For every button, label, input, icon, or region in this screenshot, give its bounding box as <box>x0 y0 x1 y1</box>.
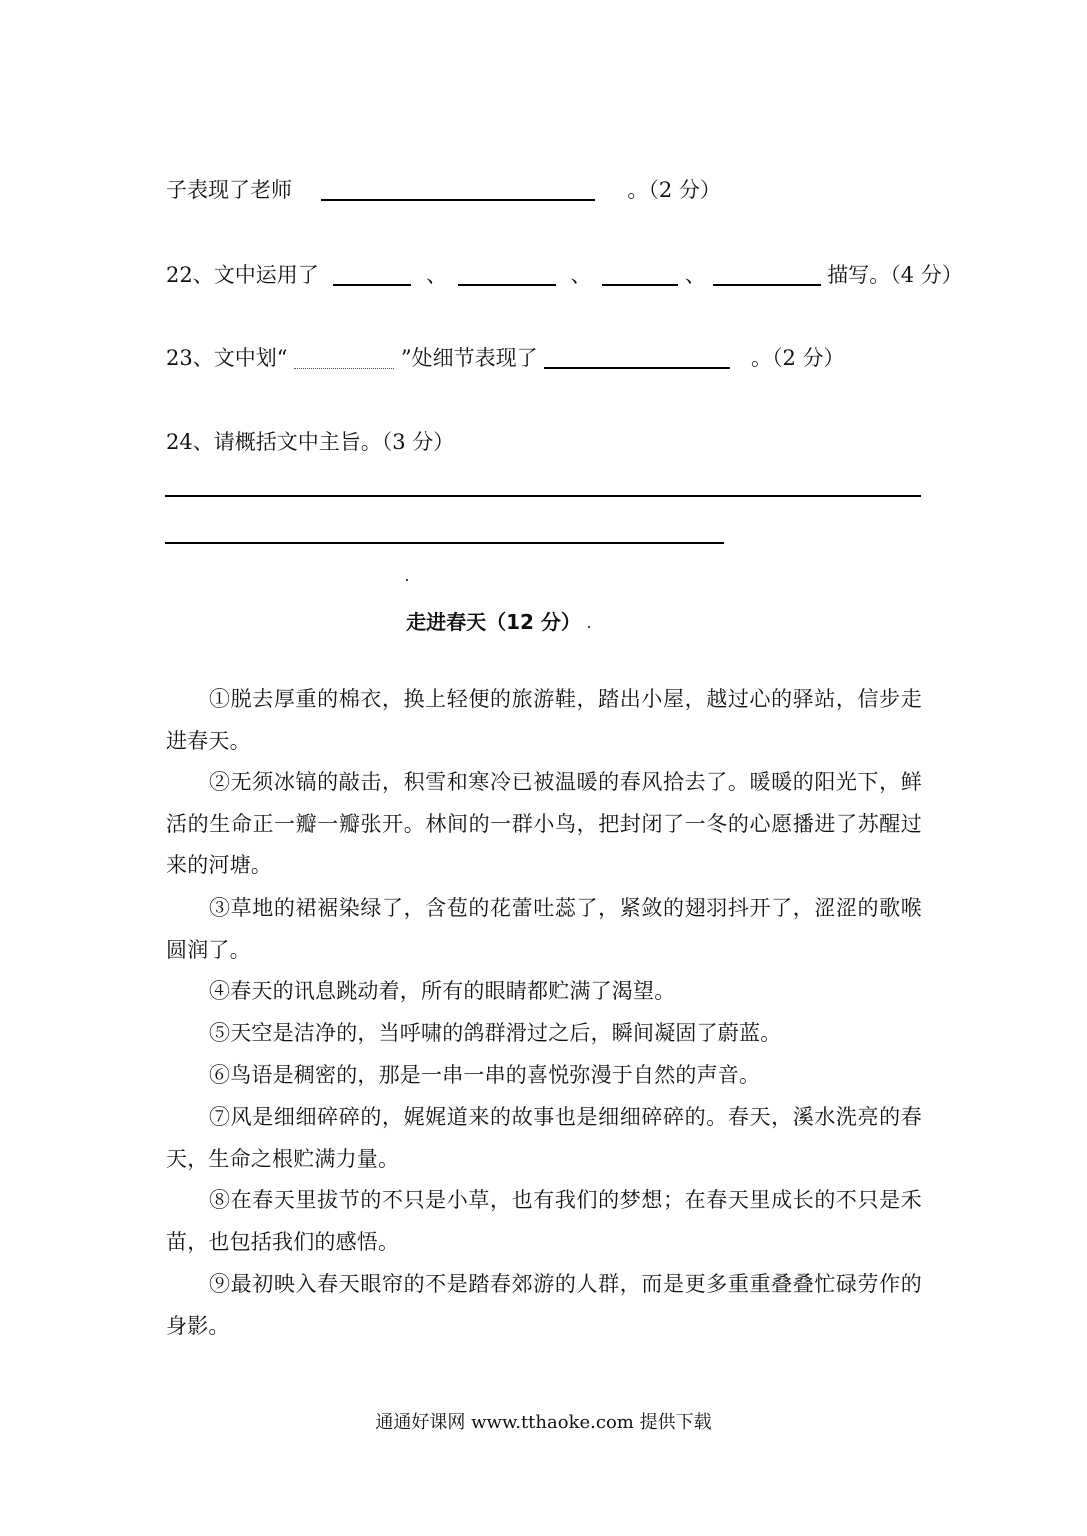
paragraph: ①脱去厚重的棉衣，换上轻便的旅游鞋，踏出小屋，越过心的驿站，信步走进春天。 <box>166 687 922 753</box>
question-23-suffix: 。（2 分） <box>750 346 845 370</box>
paragraph: ②无须冰镐的敲击，积雪和寒冷已被温暖的春风拾去了。暖暖的阳光下，鲜活的生命正一瓣一瓣张开。林间的一群小鸟，把封闭了一冬的心愿播进了苏醒过来的河塘。 <box>166 770 922 877</box>
question-21-line <box>166 180 721 201</box>
answer-blank[interactable] <box>602 266 678 286</box>
paragraph: ③草地的裙裾染绿了，含苞的花蕾吐蕊了，紧敛的翅羽抖开了，涩涩的歌喉圆润了。 <box>166 896 922 962</box>
paragraph: ⑨最初映入春天眼帘的不是踏春郊游的人群，而是更多重重叠叠忙碌劳作的身影。 <box>166 1272 922 1338</box>
answer-blank[interactable] <box>713 266 821 286</box>
separator: 、 <box>684 263 706 287</box>
answer-blank[interactable] <box>544 349 730 369</box>
answer-blank[interactable] <box>333 266 411 286</box>
answer-blank[interactable] <box>458 266 556 286</box>
paragraph: ⑧在春天里拔节的不只是小草，也有我们的梦想；在春天里成长的不只是禾苗，也包括我们的感悟。 <box>166 1188 922 1254</box>
paragraph: ⑦风是细细碎碎的，娓娓道来的故事也是细细碎碎的。春天，溪水洗亮的春天，生命之根贮满力量。 <box>166 1105 922 1171</box>
question-22-prefix: 22、文中运用了 <box>166 263 319 287</box>
paragraph: ⑤天空是洁净的，当呼啸的鸽群滑过之后，瞬间凝固了蔚蓝。 <box>209 1021 782 1045</box>
question-23-line <box>166 348 845 369</box>
question-22-suffix: 描写。（4 分） <box>827 263 963 287</box>
separator: 、 <box>570 263 592 287</box>
question-22-line <box>166 265 963 286</box>
scan-speck <box>406 579 408 581</box>
page-footer: 通通好课网 www.tthaoke.com 提供下载 <box>375 1412 712 1433</box>
question-23-prefix: 23、文中划“ <box>166 346 288 370</box>
answer-line[interactable] <box>165 542 724 544</box>
article-title: 走进春天（12 分） <box>406 610 581 634</box>
separator: 、 <box>426 263 448 287</box>
wavy-underline <box>294 350 394 369</box>
paragraph: ⑥鸟语是稠密的，那是一串一串的喜悦弥漫于自然的声音。 <box>209 1063 761 1087</box>
answer-blank[interactable] <box>321 181 595 201</box>
paragraph: ④春天的讯息跳动着，所有的眼睛都贮满了渴望。 <box>209 979 676 1003</box>
question-21-suffix: 。（2 分） <box>627 178 721 202</box>
answer-line[interactable] <box>165 495 921 497</box>
question-23-mid: ”处细节表现了 <box>400 346 538 370</box>
question-24-line: 24、请概括文中主旨。（3 分） <box>166 430 455 454</box>
question-21-prefix: 子表现了老师 <box>166 178 292 202</box>
